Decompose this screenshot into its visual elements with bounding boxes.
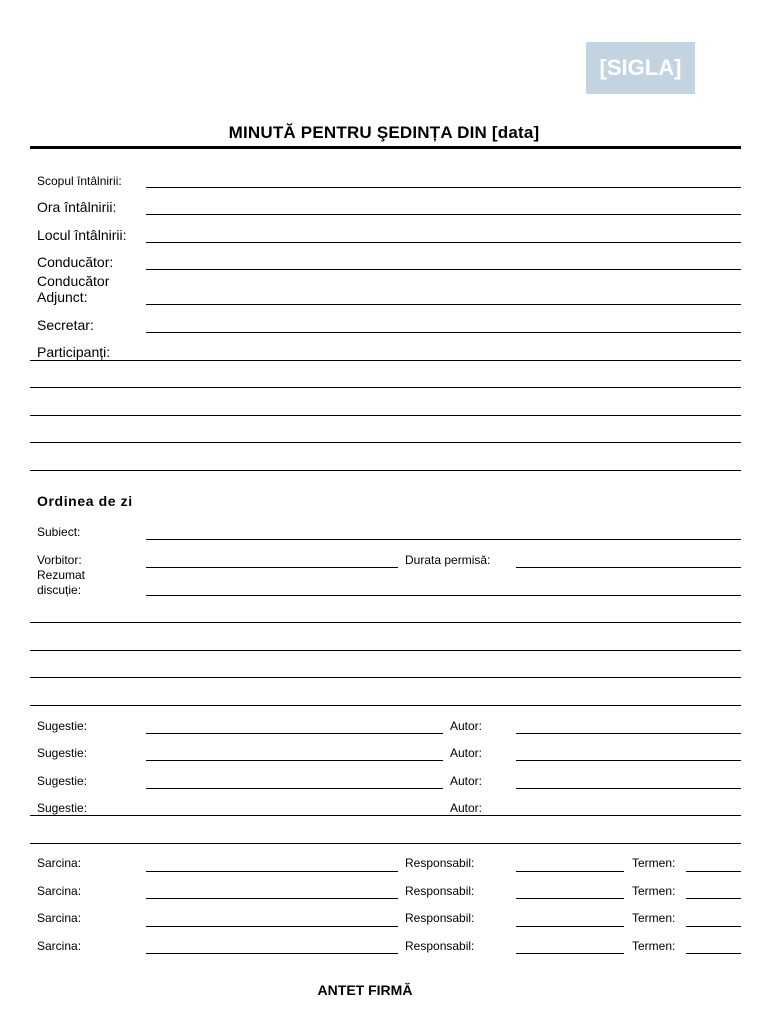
participants-line[interactable] — [30, 387, 741, 388]
leader-label: Conducător: — [37, 254, 114, 270]
suggestion-author-field[interactable] — [516, 788, 741, 789]
participants-line[interactable] — [30, 415, 741, 416]
speaker-field[interactable] — [146, 567, 398, 568]
task-field[interactable] — [146, 898, 398, 899]
purpose-label: Scopul întâlnirii: — [37, 174, 122, 188]
meeting-place-label: Locul întâlnirii: — [37, 227, 127, 243]
suggestion-label: Sugestie: — [37, 746, 88, 760]
meeting-time-label: Ora întâlnirii: — [37, 199, 117, 215]
meeting-time-field[interactable] — [146, 214, 741, 215]
participants-line[interactable] — [30, 470, 741, 471]
task-label: Sarcina: — [37, 884, 82, 898]
suggestion-author-label: Autor: — [450, 774, 483, 788]
deputy-leader-field[interactable] — [146, 304, 741, 305]
task-deadline-label: Termen: — [632, 884, 676, 898]
discussion-summary-line[interactable] — [30, 650, 741, 651]
discussion-summary-line[interactable] — [30, 677, 741, 678]
suggestion-label: Sugestie: — [37, 801, 88, 815]
deputy-leader-label-line1: Conducător — [37, 273, 110, 289]
discussion-summary-label-line1: Rezumat — [37, 568, 86, 582]
suggestion-author-field[interactable] — [516, 733, 741, 734]
leader-field[interactable] — [146, 269, 741, 270]
task-field[interactable] — [146, 871, 398, 872]
deputy-leader-label-line2: Adjunct: — [37, 289, 88, 305]
task-owner-label: Responsabil: — [405, 856, 475, 870]
secretary-label: Secretar: — [37, 317, 94, 333]
task-deadline-label: Termen: — [632, 939, 676, 953]
task-field[interactable] — [146, 953, 398, 954]
participants-field[interactable] — [30, 360, 741, 361]
allowed-duration-label: Durata permisă: — [405, 553, 491, 567]
suggestion-label: Sugestie: — [37, 719, 88, 733]
task-field[interactable] — [146, 926, 398, 927]
discussion-summary-line[interactable] — [30, 622, 741, 623]
purpose-field[interactable] — [146, 187, 741, 188]
suggestion-author-label: Autor: — [450, 746, 483, 760]
suggestion-author-label: Autor: — [450, 801, 483, 815]
agenda-heading: Ordinea de zi — [37, 493, 133, 509]
company-logo-placeholder: [SIGLA] — [586, 42, 695, 94]
participants-label: Participanți: — [37, 344, 111, 360]
secretary-field[interactable] — [146, 332, 741, 333]
discussion-summary-label-line2: discuție: — [37, 583, 82, 597]
suggestion-field[interactable] — [146, 760, 443, 761]
page-title: MINUTĂ PENTRU ŞEDINȚA DIN [data] — [228, 123, 540, 142]
title-underline — [30, 146, 741, 149]
discussion-summary-line[interactable] — [30, 705, 741, 706]
task-label: Sarcina: — [37, 939, 82, 953]
task-owner-field[interactable] — [516, 953, 624, 954]
task-owner-label: Responsabil: — [405, 884, 475, 898]
meeting-place-field[interactable] — [146, 242, 741, 243]
participants-line[interactable] — [30, 442, 741, 443]
company-letterhead-label: ANTET FIRMĂ — [317, 982, 413, 998]
task-owner-label: Responsabil: — [405, 911, 475, 925]
allowed-duration-field[interactable] — [516, 567, 741, 568]
task-deadline-field[interactable] — [686, 953, 741, 954]
task-owner-field[interactable] — [516, 898, 624, 899]
discussion-summary-field[interactable] — [146, 595, 741, 596]
suggestion-author-label: Autor: — [450, 719, 483, 733]
suggestion-author-field[interactable] — [516, 760, 741, 761]
task-owner-field[interactable] — [516, 871, 624, 872]
task-deadline-field[interactable] — [686, 871, 741, 872]
subject-field[interactable] — [146, 539, 741, 540]
subject-label: Subiect: — [37, 525, 81, 539]
task-label: Sarcina: — [37, 856, 82, 870]
suggestion-extra-line[interactable] — [30, 843, 741, 844]
task-deadline-field[interactable] — [686, 898, 741, 899]
task-owner-field[interactable] — [516, 926, 624, 927]
suggestion-field[interactable] — [146, 733, 443, 734]
task-deadline-label: Termen: — [632, 856, 676, 870]
speaker-label: Vorbitor: — [37, 553, 82, 567]
suggestion-field[interactable] — [146, 788, 443, 789]
suggestion-label: Sugestie: — [37, 774, 88, 788]
task-label: Sarcina: — [37, 911, 82, 925]
task-deadline-field[interactable] — [686, 926, 741, 927]
task-deadline-label: Termen: — [632, 911, 676, 925]
suggestion-field[interactable] — [30, 815, 741, 816]
task-owner-label: Responsabil: — [405, 939, 475, 953]
